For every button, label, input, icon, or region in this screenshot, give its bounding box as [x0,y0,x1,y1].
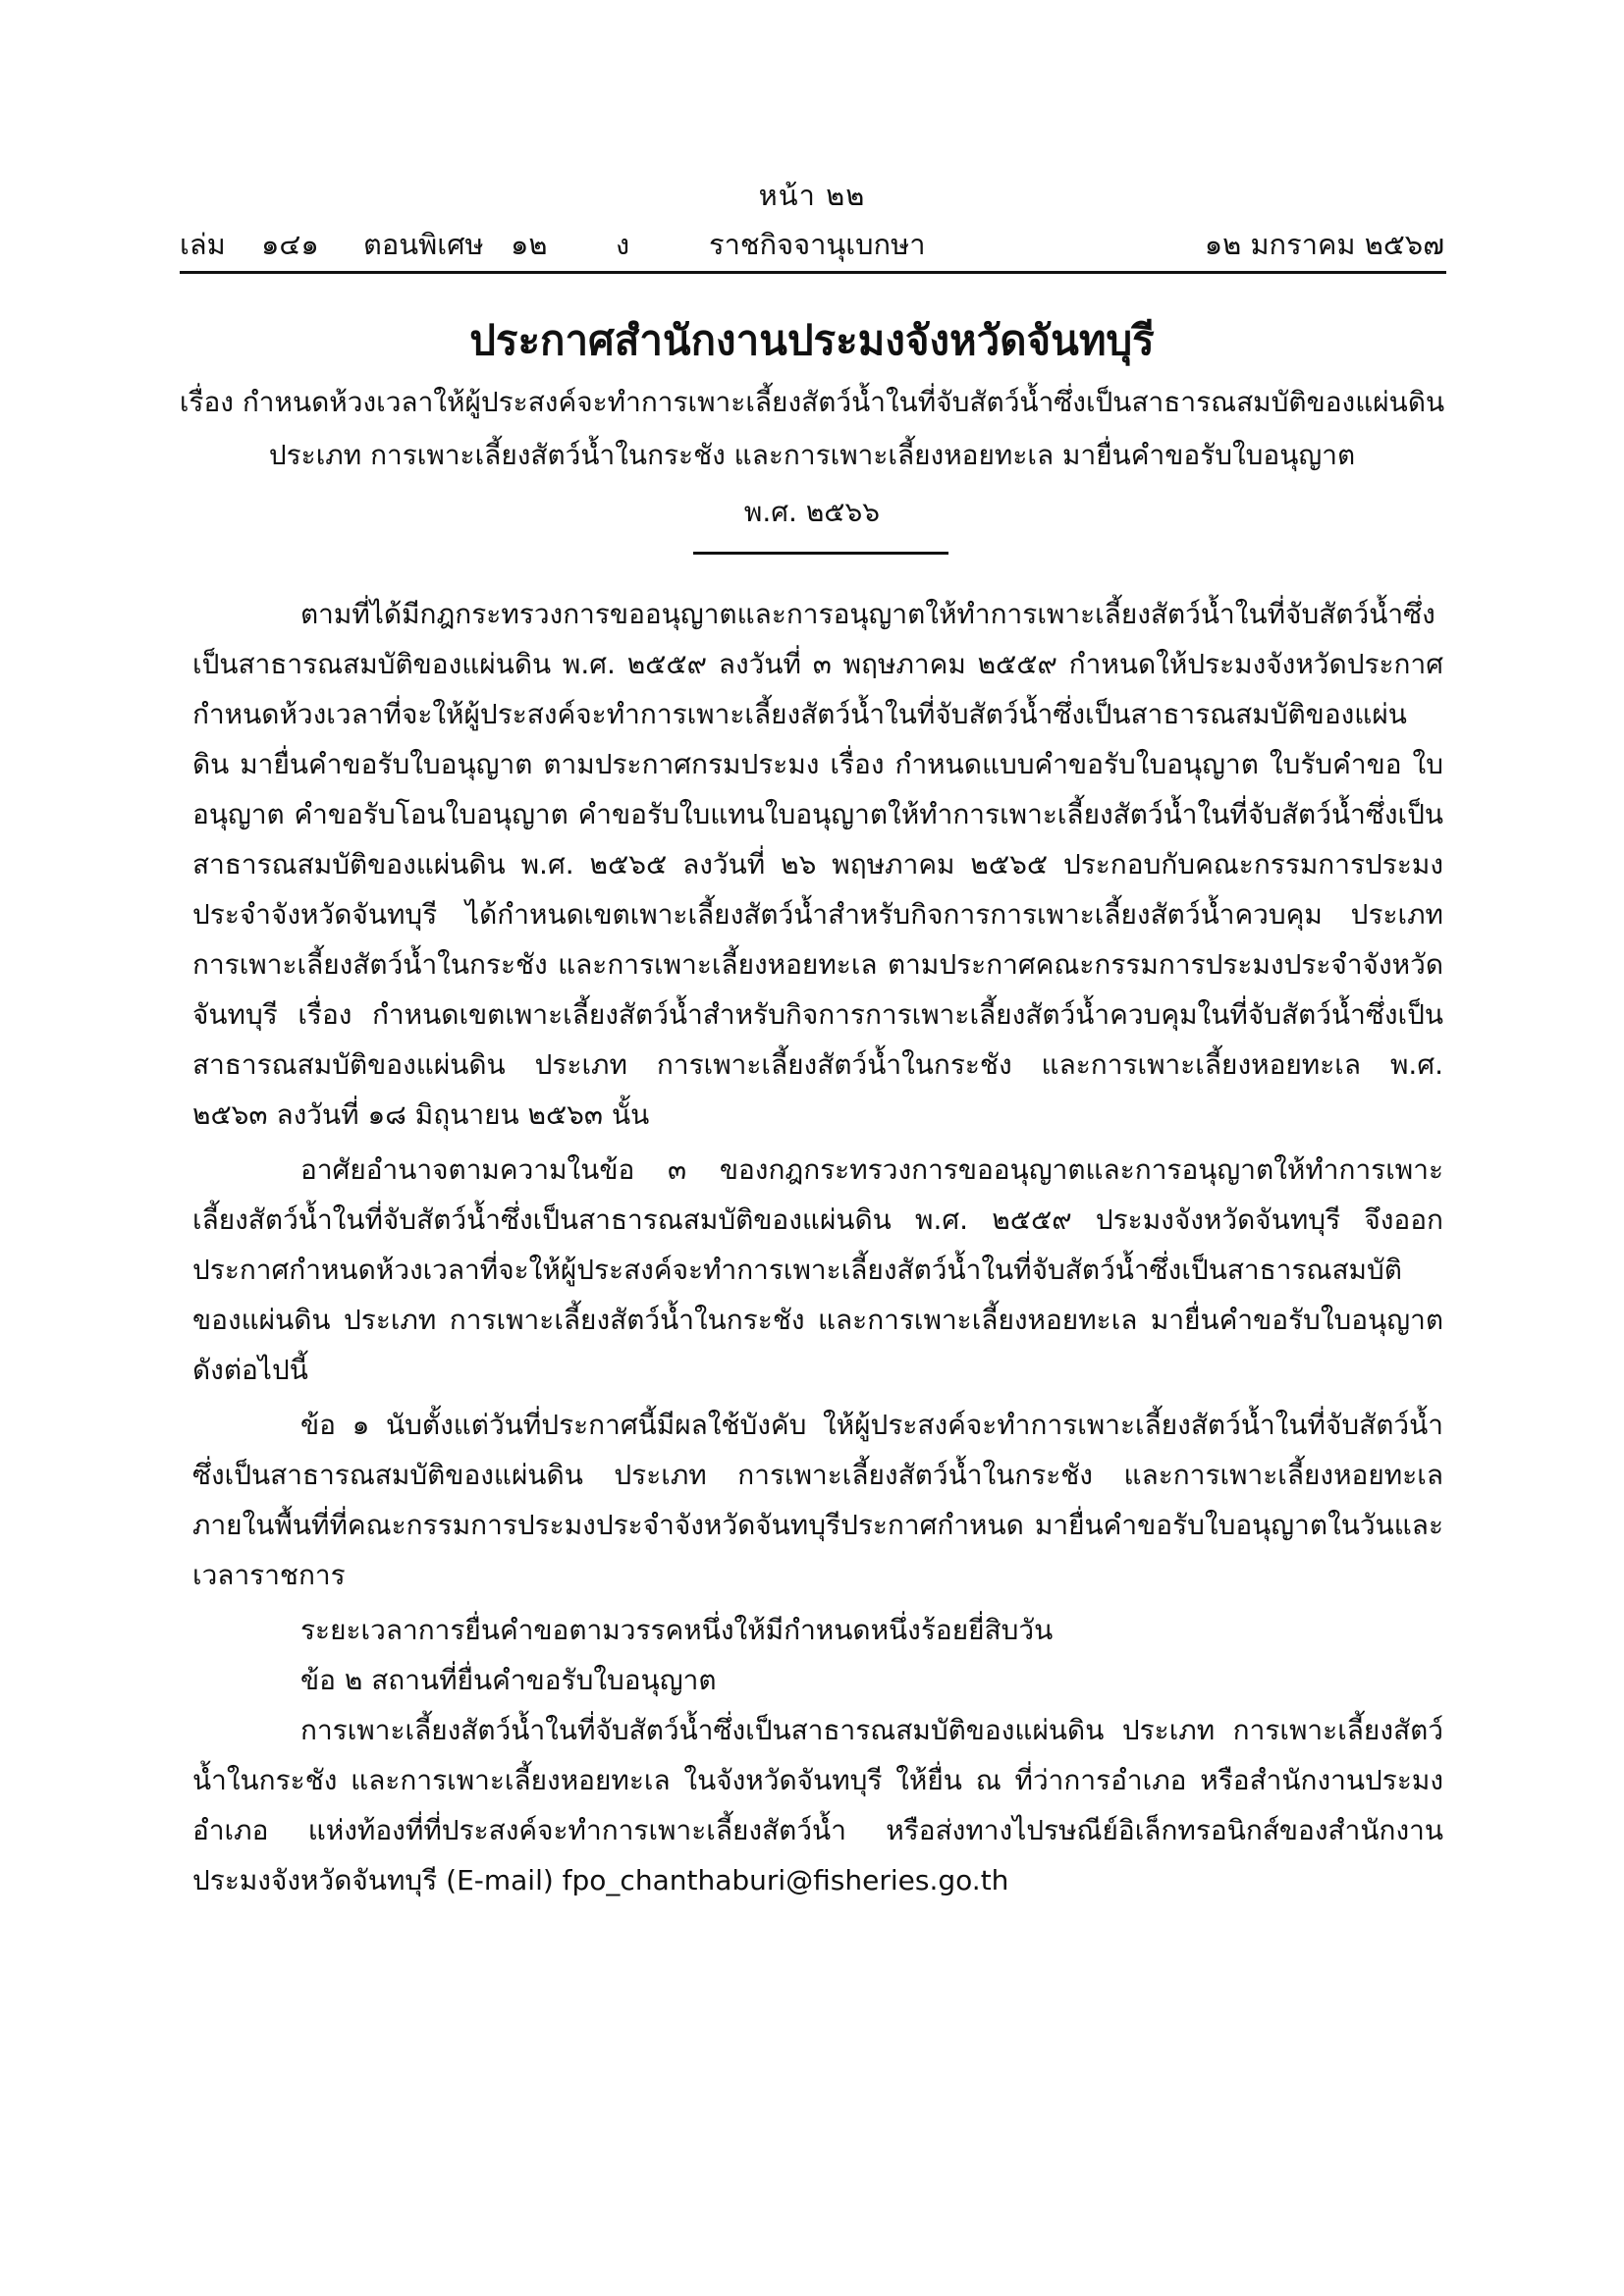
publication-date: ๑๒ มกราคม ๒๕๖๗ [1204,228,1444,261]
paragraph-preamble: ตามที่ได้มีกฎกระทรวงการขออนุญาตและการอนุญาตให้ทำการเพาะเลี้ยงสัตว์น้ำในที่จับสัตว์น้ำซึ่งเป็นสาธารณสมบัติของแผ่นดิน พ.ศ. ๒๕๕๙ ลงวันที่ ๓ พฤษภาคม ๒๕๕๙ กำหนดให้ประมงจังหวัดประกาศกำหนดห้วงเวลาที่จะให้ผู้ประสงค์จะทำการเพาะเลี้ยงสัตว์น้ำในที่จับสัตว์น้ำซึ่งเป็นสาธารณสมบัติของแผ่นดิน มายื่นคำขอรับใบอนุญาต ตามประกาศกรมประมง เรื่อง กำหนดแบบคำขอรับใบอนุญาต ใบรับคำขอ ใบอนุญาต คำขอรับโอนใบอนุญาต คำขอรับใบแทนใบอนุญาตให้ทำการเพาะเลี้ยงสัตว์น้ำในที่จับสัตว์น้ำซึ่งเป็นสาธารณสมบัติของแผ่นดิน พ.ศ. ๒๕๖๕ ลงวันที่ ๒๖ พฤษภาคม ๒๕๖๕ ประกอบกับคณะกรรมการประมงประจำจังหวัดจันทบุรี ได้กำหนดเขตเพาะเลี้ยงสัตว์น้ำสำหรับกิจการการเพาะเลี้ยงสัตว์น้ำควบคุม ประเภท การเพาะเลี้ยงสัตว์น้ำในกระชัง และการเพาะเลี้ยงหอยทะเล ตามประกาศคณะกรรมการประมงประจำจังหวัดจันทบุรี เรื่อง กำหนดเขตเพาะเลี้ยงสัตว์น้ำสำหรับกิจการการเพาะเลี้ยงสัตว์น้ำควบคุมในที่จับสัตว์น้ำซึ่งเป็นสาธารณสมบัติของแผ่นดิน ประเภท การเพาะเลี้ยงสัตว์น้ำในกระชัง และการเพาะเลี้ยงหอยทะเล พ.ศ. ๒๕๖๓ ลงวันที่ ๑๘ มิถุนายน ๒๕๖๓ นั้น [192,598,1443,1131]
document-title: ประกาศสำนักงานประมงจังหวัดจันทบุรี [469,316,1155,364]
section-number: ๑๒ [511,228,548,261]
clause-2: ข้อ ๒ สถานที่ยื่นคำขอรับใบอนุญาต [300,1664,717,1696]
page-number: หน้า ๒๒ [758,179,866,212]
subject-line: เรื่อง กำหนดห้วงเวลาให้ผู้ประสงค์จะทำการเพาะเลี้ยงสัตว์น้ำในที่จับสัตว์น้ำซึ่งเป็นสาธารณสมบัติของแผ่นดิน [179,386,1445,418]
section-label: ตอนพิเศษ [363,228,484,261]
clause-1: ข้อ ๑ นับตั้งแต่วันที่ประกาศนี้มีผลใช้บังคับ ให้ผู้ประสงค์จะทำการเพาะเลี้ยงสัตว์น้ำในที่จับสัตว์น้ำซึ่งเป็นสาธารณสมบัติของแผ่นดิน ประเภท การเพาะเลี้ยงสัตว์น้ำในกระชัง และการเพาะเลี้ยงหอยทะเล ภายในพื้นที่ที่คณะกรรมการประมงประจำจังหวัดจันทบุรีประกาศกำหนด มายื่นคำขอรับใบอนุญาตในวันและเวลาราชการ [192,1409,1443,1591]
volume-number: ๑๔๑ [261,228,319,261]
document-body [192,589,1443,1905]
title-divider [693,552,948,555]
subject-year: พ.ศ. ๒๕๖๖ [743,496,881,528]
gazette-header [0,222,1624,261]
header-divider [180,271,1446,274]
paragraph-authority: อาศัยอำนาจตามความในข้อ ๓ ของกฎกระทรวงการขออนุญาตและการอนุญาตให้ทำการเพาะเลี้ยงสัตว์น้ำในที่จับสัตว์น้ำซึ่งเป็นสาธารณสมบัติของแผ่นดิน พ.ศ. ๒๕๕๙ ประมงจังหวัดจันทบุรี จึงออกประกาศกำหนดห้วงเวลาที่จะให้ผู้ประสงค์จะทำการเพาะเลี้ยงสัตว์น้ำในที่จับสัตว์น้ำซึ่งเป็นสาธารณสมบัติของแผ่นดิน ประเภท การเพาะเลี้ยงสัตว์น้ำในกระชัง และการเพาะเลี้ยงหอยทะเล มายื่นคำขอรับใบอนุญาต ดังต่อไปนี้ [192,1153,1443,1386]
gazette-name: ราชกิจจานุเบกษา [709,228,926,261]
volume-label: เล่ม [180,228,226,261]
part-label: ง [616,228,630,261]
clause-1-period: ระยะเวลาการยื่นคำขอตามวรรคหนึ่งให้มีกำหนดหนึ่งร้อยยี่สิบวัน [300,1614,1054,1646]
clause-2-detail: การเพาะเลี้ยงสัตว์น้ำในที่จับสัตว์น้ำซึ่งเป็นสาธารณสมบัติของแผ่นดิน ประเภท การเพาะเลี้ยงสัตว์น้ำในกระชัง และการเพาะเลี้ยงหอยทะเล ในจังหวัดจันทบุรี ให้ยื่น ณ ที่ว่าการอำเภอ หรือสำนักงานประมงอำเภอ แห่งท้องที่ที่ประสงค์จะทำการเพาะเลี้ยงสัตว์น้ำ หรือส่งทางไปรษณีย์อิเล็กทรอนิกส์ของสำนักงานประมงจังหวัดจันทบุรี (E-mail) fpo_chanthaburi@fisheries.go.th [192,1714,1443,1896]
subject-line: ประเภท การเพาะเลี้ยงสัตว์น้ำในกระชัง และการเพาะเลี้ยงหอยทะเล มายื่นคำขอรับใบอนุญาต [268,439,1356,471]
